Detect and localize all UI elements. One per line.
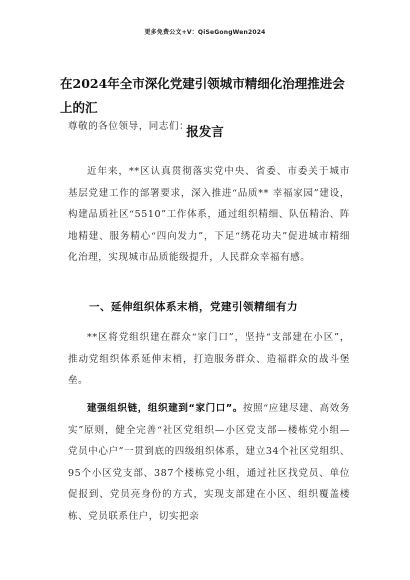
paragraph-3 [68,398,350,527]
section-heading-1: 一、延伸组织体系末梢，党建引领精细有力 [89,301,298,313]
paragraph-3-lead: 建强组织链，组织建到“家门口”。 [87,403,243,414]
header-watermark: 更多免费公文+V：QiSeGongWen2024 [144,29,266,36]
paragraph-1: 近年来，**区认真贯彻落实党中央、省委、市委关于城市基层党建工作的部署要求，深入推进“品质** 幸福家园”建设，构建品质社区“5510”工作体系，通过组织精细、队伍精治、阵地精建、服务精心“四向发力”，下足“绣花功夫”促进城市精细化治理，实现城市品质能级提升，人民群众幸福有感。 [68,166,350,263]
title-line-2: 报发言 [186,124,224,139]
paragraph-3-text: 按照“应建尽建、高效务实”原则，健全完善“社区党组织—小区党支部—楼栋党小组—党员中心户”一贯到底的四级组织体系，建立34个社区党组织、95个小区党支部、387个楼栋党小组，通过社区找党员、单位促报到、党员亮身份的方式，实现支部建在小区、组织覆盖楼栋、党员联系住户，切实把亲 [68,403,350,522]
greeting: 尊敬的各位领导，同志们： [68,121,190,132]
paragraph-2: **区将党组织建在群众“家门口”，坚持“支部建在小区”，推动党组织体系延伸末梢，打造服务群众、造福群众的战斗堡垒。 [68,332,350,386]
title-line-1: 在2024年全市深化党建引领城市精细化治理推进会上的汇 [60,76,345,115]
